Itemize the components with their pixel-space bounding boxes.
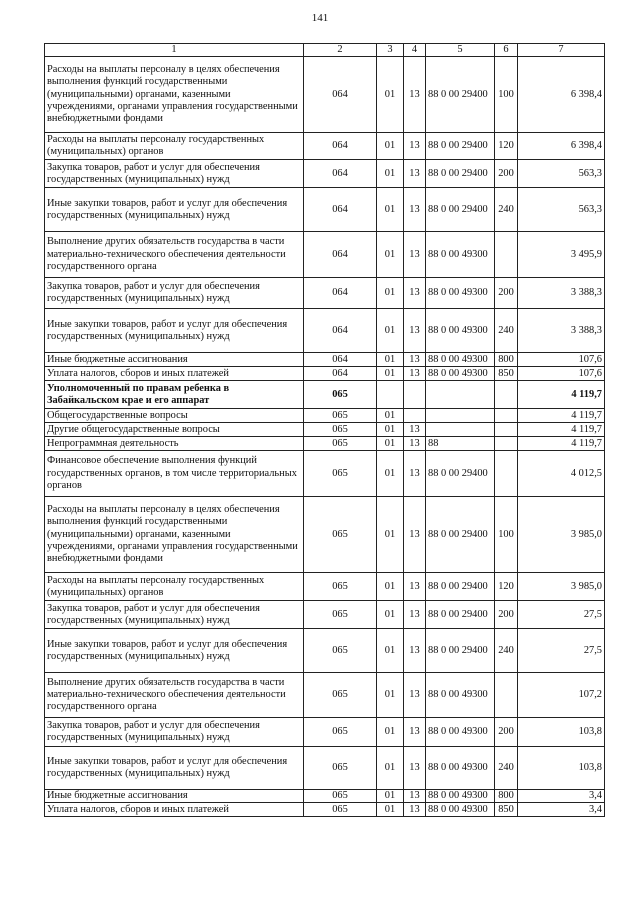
row-subsection-code: 13: [404, 803, 426, 817]
row-name: Расходы на выплаты персоналу государственных (муниципальных) органов: [45, 573, 304, 601]
row-expense-type: 120: [495, 133, 518, 160]
row-section-code: 01: [377, 601, 404, 629]
row-section-code: 01: [377, 790, 404, 803]
row-section-code: 01: [377, 309, 404, 353]
header-col-6: 6: [495, 44, 518, 57]
row-target-code: [426, 381, 495, 409]
table-row: [45, 133, 605, 160]
row-expense-type: 120: [495, 573, 518, 601]
page-number: 141: [311, 12, 329, 24]
table-row: [45, 803, 605, 817]
header-col-7: 7: [518, 44, 605, 57]
row-amount: 3 495,9: [518, 232, 605, 278]
row-section-code: [377, 381, 404, 409]
row-section-code: 01: [377, 673, 404, 718]
row-subsection-code: 13: [404, 188, 426, 232]
row-subsection-code: [404, 409, 426, 423]
row-expense-type: [495, 381, 518, 409]
row-target-code: 88 0 00 29400: [426, 497, 495, 573]
row-name: Финансовое обеспечение выполнения функций государственных органов, в том числе территориальных органов: [45, 451, 304, 497]
row-target-code: 88 0 00 29400: [426, 133, 495, 160]
row-ministry-code: 065: [304, 437, 377, 451]
row-amount: 563,3: [518, 188, 605, 232]
row-subsection-code: 13: [404, 353, 426, 367]
row-target-code: 88 0 00 49300: [426, 673, 495, 718]
row-target-code: 88 0 00 49300: [426, 367, 495, 381]
row-ministry-code: 065: [304, 601, 377, 629]
row-amount: 3 388,3: [518, 278, 605, 309]
header-col-4: 4: [404, 44, 426, 57]
row-name: Непрограммная деятельность: [45, 437, 304, 451]
row-expense-type: 240: [495, 747, 518, 790]
row-section-code: 01: [377, 573, 404, 601]
row-expense-type: 200: [495, 160, 518, 188]
row-ministry-code: 064: [304, 188, 377, 232]
table-row: [45, 718, 605, 747]
row-amount: 3 985,0: [518, 497, 605, 573]
row-ministry-code: 064: [304, 232, 377, 278]
row-name: Расходы на выплаты персоналу в целях обеспечения выполнения функций государственными (муниципальными) органами, казенными учреждениями, органами управления государственными внебюджетными фондами: [45, 57, 304, 133]
row-subsection-code: 13: [404, 629, 426, 673]
row-name: Уплата налогов, сборов и иных платежей: [45, 803, 304, 817]
row-target-code: 88 0 00 29400: [426, 188, 495, 232]
row-name: Иные бюджетные ассигнования: [45, 353, 304, 367]
row-expense-type: 200: [495, 278, 518, 309]
row-subsection-code: 13: [404, 367, 426, 381]
row-amount: 6 398,4: [518, 133, 605, 160]
row-expense-type: 850: [495, 367, 518, 381]
header-col-5: 5: [426, 44, 495, 57]
row-target-code: [426, 423, 495, 437]
row-amount: 107,6: [518, 367, 605, 381]
row-ministry-code: 064: [304, 160, 377, 188]
row-amount: 4 012,5: [518, 451, 605, 497]
row-target-code: 88 0 00 29400: [426, 160, 495, 188]
row-expense-type: [495, 451, 518, 497]
table-row: [45, 601, 605, 629]
row-subsection-code: 13: [404, 160, 426, 188]
row-ministry-code: 065: [304, 497, 377, 573]
row-name: Закупка товаров, работ и услуг для обеспечения государственных (муниципальных) нужд: [45, 601, 304, 629]
row-name: Выполнение других обязательств государства в части материально-технического обеспечения деятельности государственного органа: [45, 673, 304, 718]
row-name: Расходы на выплаты персоналу в целях обеспечения выполнения функций государственными (муниципальными) органами, казенными учреждениями, органами управления государственными внебюджетными фондами: [45, 497, 304, 573]
row-target-code: 88 0 00 49300: [426, 803, 495, 817]
row-subsection-code: 13: [404, 232, 426, 278]
table-row: [45, 353, 605, 367]
header-col-1: 1: [45, 44, 304, 57]
row-subsection-code: 13: [404, 718, 426, 747]
row-amount: 6 398,4: [518, 57, 605, 133]
row-section-code: 01: [377, 451, 404, 497]
row-ministry-code: 064: [304, 309, 377, 353]
row-amount: 103,8: [518, 718, 605, 747]
row-name: Общегосударственные вопросы: [45, 409, 304, 423]
row-name: Иные закупки товаров, работ и услуг для обеспечения государственных (муниципальных) нужд: [45, 309, 304, 353]
row-subsection-code: 13: [404, 57, 426, 133]
row-subsection-code: 13: [404, 423, 426, 437]
row-expense-type: 800: [495, 790, 518, 803]
table-row: [45, 573, 605, 601]
row-amount: 107,6: [518, 353, 605, 367]
row-ministry-code: 065: [304, 381, 377, 409]
row-target-code: 88 0 00 49300: [426, 309, 495, 353]
row-ministry-code: 065: [304, 673, 377, 718]
row-section-code: 01: [377, 57, 404, 133]
row-target-code: 88 0 00 29400: [426, 451, 495, 497]
row-target-code: 88 0 00 29400: [426, 629, 495, 673]
row-name: Уполномоченный по правам ребенка в Забайкальском крае и его аппарат: [45, 381, 304, 409]
row-section-code: 01: [377, 133, 404, 160]
row-amount: 3 985,0: [518, 573, 605, 601]
table-row: [45, 188, 605, 232]
row-expense-type: [495, 232, 518, 278]
table-header-row: [45, 44, 605, 57]
row-ministry-code: 064: [304, 353, 377, 367]
row-subsection-code: 13: [404, 437, 426, 451]
row-name: Расходы на выплаты персоналу государственных (муниципальных) органов: [45, 133, 304, 160]
row-ministry-code: 065: [304, 409, 377, 423]
row-section-code: 01: [377, 367, 404, 381]
row-target-code: [426, 409, 495, 423]
row-ministry-code: 065: [304, 747, 377, 790]
table-row: [45, 367, 605, 381]
row-section-code: 01: [377, 629, 404, 673]
row-target-code: 88 0 00 29400: [426, 57, 495, 133]
row-ministry-code: 064: [304, 57, 377, 133]
row-ministry-code: 065: [304, 718, 377, 747]
table-row: [45, 451, 605, 497]
row-subsection-code: 13: [404, 278, 426, 309]
row-ministry-code: 064: [304, 133, 377, 160]
row-expense-type: 800: [495, 353, 518, 367]
row-subsection-code: 13: [404, 497, 426, 573]
row-subsection-code: 13: [404, 601, 426, 629]
row-section-code: 01: [377, 803, 404, 817]
row-subsection-code: [404, 381, 426, 409]
budget-table: [44, 43, 605, 817]
row-name: Другие общегосударственные вопросы: [45, 423, 304, 437]
row-name: Иные закупки товаров, работ и услуг для обеспечения государственных (муниципальных) нужд: [45, 629, 304, 673]
table-row: [45, 232, 605, 278]
row-amount: 563,3: [518, 160, 605, 188]
row-section-code: 01: [377, 747, 404, 790]
table-row: [45, 309, 605, 353]
table-row: [45, 57, 605, 133]
row-subsection-code: 13: [404, 309, 426, 353]
row-expense-type: [495, 437, 518, 451]
row-amount: 103,8: [518, 747, 605, 790]
row-target-code: 88 0 00 29400: [426, 573, 495, 601]
row-target-code: 88 0 00 49300: [426, 790, 495, 803]
table-row: [45, 278, 605, 309]
header-col-3: 3: [377, 44, 404, 57]
row-ministry-code: 065: [304, 423, 377, 437]
row-subsection-code: 13: [404, 573, 426, 601]
row-target-code: 88 0 00 49300: [426, 278, 495, 309]
table-row: [45, 160, 605, 188]
row-ministry-code: 065: [304, 573, 377, 601]
row-name: Уплата налогов, сборов и иных платежей: [45, 367, 304, 381]
row-name: Иные закупки товаров, работ и услуг для обеспечения государственных (муниципальных) нужд: [45, 747, 304, 790]
row-amount: 3,4: [518, 790, 605, 803]
row-amount: 4 119,7: [518, 423, 605, 437]
row-name: Иные бюджетные ассигнования: [45, 790, 304, 803]
table-row: [45, 673, 605, 718]
row-expense-type: 240: [495, 188, 518, 232]
row-section-code: 01: [377, 718, 404, 747]
row-subsection-code: 13: [404, 133, 426, 160]
table-row: [45, 381, 605, 409]
row-amount: 3 388,3: [518, 309, 605, 353]
row-section-code: 01: [377, 497, 404, 573]
row-ministry-code: 065: [304, 629, 377, 673]
row-name: Иные закупки товаров, работ и услуг для обеспечения государственных (муниципальных) нужд: [45, 188, 304, 232]
row-expense-type: [495, 423, 518, 437]
row-expense-type: 240: [495, 309, 518, 353]
row-ministry-code: 065: [304, 803, 377, 817]
row-ministry-code: 064: [304, 367, 377, 381]
row-subsection-code: 13: [404, 451, 426, 497]
row-expense-type: 240: [495, 629, 518, 673]
row-section-code: 01: [377, 188, 404, 232]
row-target-code: 88 0 00 49300: [426, 232, 495, 278]
row-section-code: 01: [377, 232, 404, 278]
row-target-code: 88 0 00 49300: [426, 718, 495, 747]
row-subsection-code: 13: [404, 673, 426, 718]
row-section-code: 01: [377, 437, 404, 451]
row-section-code: 01: [377, 160, 404, 188]
row-amount: 4 119,7: [518, 381, 605, 409]
row-ministry-code: 064: [304, 278, 377, 309]
table-row: [45, 747, 605, 790]
row-section-code: 01: [377, 423, 404, 437]
row-amount: 3,4: [518, 803, 605, 817]
table-row: [45, 409, 605, 423]
row-target-code: 88 0 00 49300: [426, 353, 495, 367]
row-amount: 27,5: [518, 629, 605, 673]
row-expense-type: 850: [495, 803, 518, 817]
row-section-code: 01: [377, 278, 404, 309]
row-section-code: 01: [377, 353, 404, 367]
row-target-code: 88 0 00 49300: [426, 747, 495, 790]
table-row: [45, 497, 605, 573]
row-target-code: 88 0 00 29400: [426, 601, 495, 629]
row-target-code: 88: [426, 437, 495, 451]
row-expense-type: 100: [495, 57, 518, 133]
row-expense-type: 100: [495, 497, 518, 573]
row-name: Закупка товаров, работ и услуг для обеспечения государственных (муниципальных) нужд: [45, 278, 304, 309]
row-name: Закупка товаров, работ и услуг для обеспечения государственных (муниципальных) нужд: [45, 160, 304, 188]
row-amount: 107,2: [518, 673, 605, 718]
table-row: [45, 437, 605, 451]
row-subsection-code: 13: [404, 747, 426, 790]
row-section-code: 01: [377, 409, 404, 423]
row-name: Закупка товаров, работ и услуг для обеспечения государственных (муниципальных) нужд: [45, 718, 304, 747]
row-expense-type: 200: [495, 718, 518, 747]
row-amount: 4 119,7: [518, 409, 605, 423]
row-expense-type: 200: [495, 601, 518, 629]
row-expense-type: [495, 409, 518, 423]
row-expense-type: [495, 673, 518, 718]
row-amount: 27,5: [518, 601, 605, 629]
row-ministry-code: 065: [304, 790, 377, 803]
table-row: [45, 629, 605, 673]
row-subsection-code: 13: [404, 790, 426, 803]
row-name: Выполнение других обязательств государства в части материально-технического обеспечения деятельности государственного органа: [45, 232, 304, 278]
table-row: [45, 790, 605, 803]
row-amount: 4 119,7: [518, 437, 605, 451]
table-row: [45, 423, 605, 437]
row-ministry-code: 065: [304, 451, 377, 497]
header-col-2: 2: [304, 44, 377, 57]
